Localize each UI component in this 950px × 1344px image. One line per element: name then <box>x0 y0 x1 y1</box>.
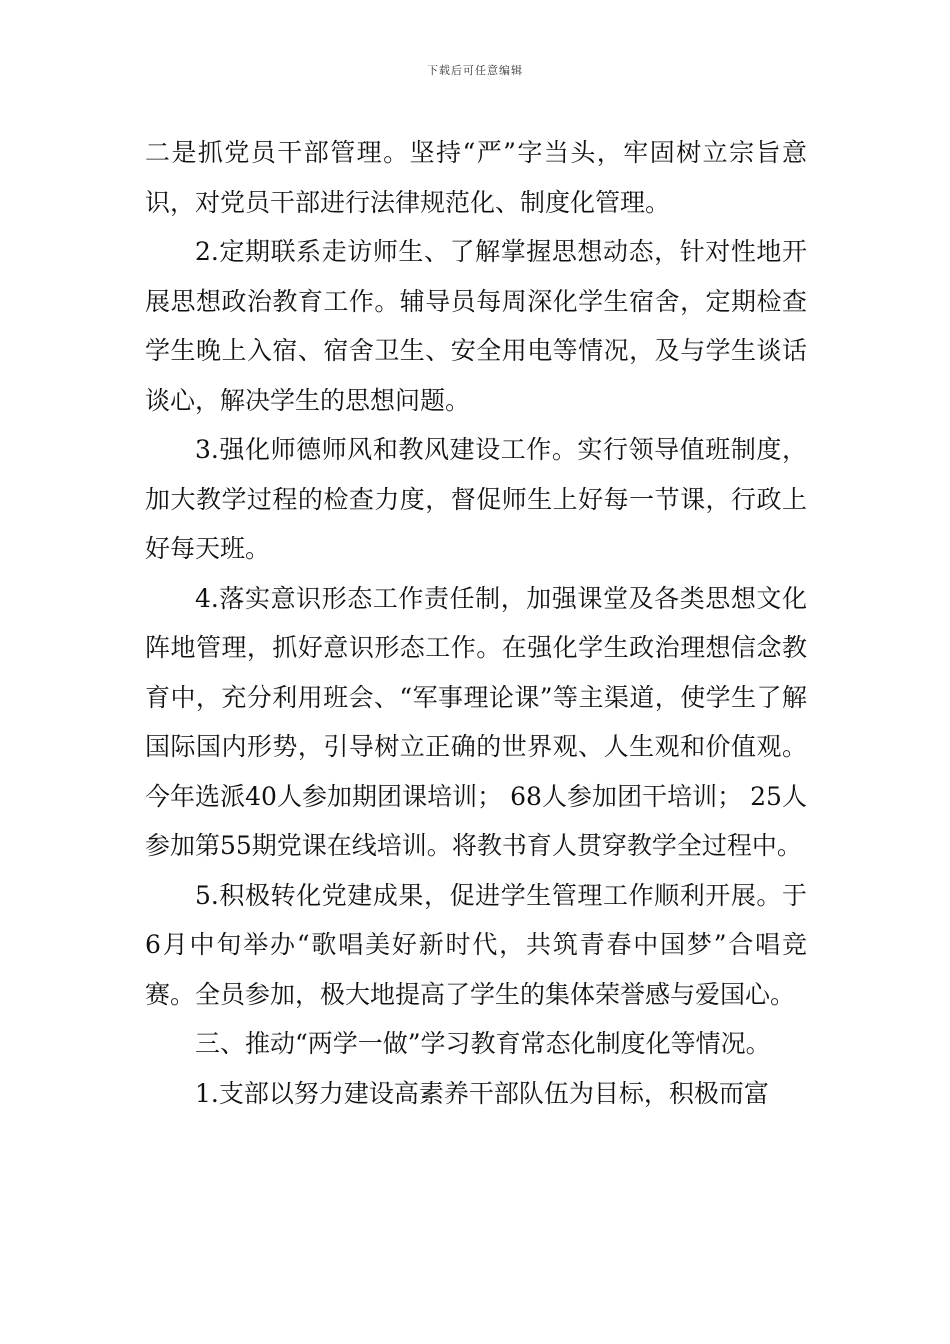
paragraph-2: 2.定期联系走访师生、了解掌握思想动态，针对性地开展思想政治教育工作。辅导员每周深化学生宿舍，定期检查学生晚上入宿、宿舍卫生、安全用电等情况，及与学生谈话谈心，解决学生的思想问题。 <box>145 237 807 415</box>
paragraph-3: 3.强化师德师风和教风建设工作。实行领导值班制度，加大教学过程的检查力度，督促师生上好每一节课，行政上好每天班。 <box>145 435 807 563</box>
header-note: 下载后可任意编辑 <box>427 64 523 77</box>
document-body <box>145 128 807 1118</box>
paragraph-5: 5.积极转化党建成果，促进学生管理工作顺利开展。于6月中旬举办“歌唱美好新时代，共筑青春中国梦”合唱竞赛。全员参加，极大地提高了学生的集体荣誉感与爱国心。 <box>145 880 807 1009</box>
paragraph-4: 4.落实意识形态工作责任制，加强课堂及各类思想文化阵地管理，抓好意识形态工作。在强化学生政治理想信念教育中，充分利用班会、“军事理论课”等主渠道，使学生了解国际国内形势，引导树立正确的世界观、人生观和价值观。今年选派40人参加期团课培训； 68人参加团干培训； 25人参加第55期党课在线培训。将教书育人贯穿教学全过程中。 <box>145 583 807 860</box>
paragraph-6: 1.支部以努力建设高素养干部队伍为目标，积极而富 <box>195 1078 769 1108</box>
section-heading-3: 三、推动“两学一做”学习教育常态化制度化等情况。 <box>195 1029 771 1058</box>
paragraph-1: 二是抓党员干部管理。坚持“严”字当头，牢固树立宗旨意识，对党员干部进行法律规范化、制度化管理。 <box>145 138 807 217</box>
